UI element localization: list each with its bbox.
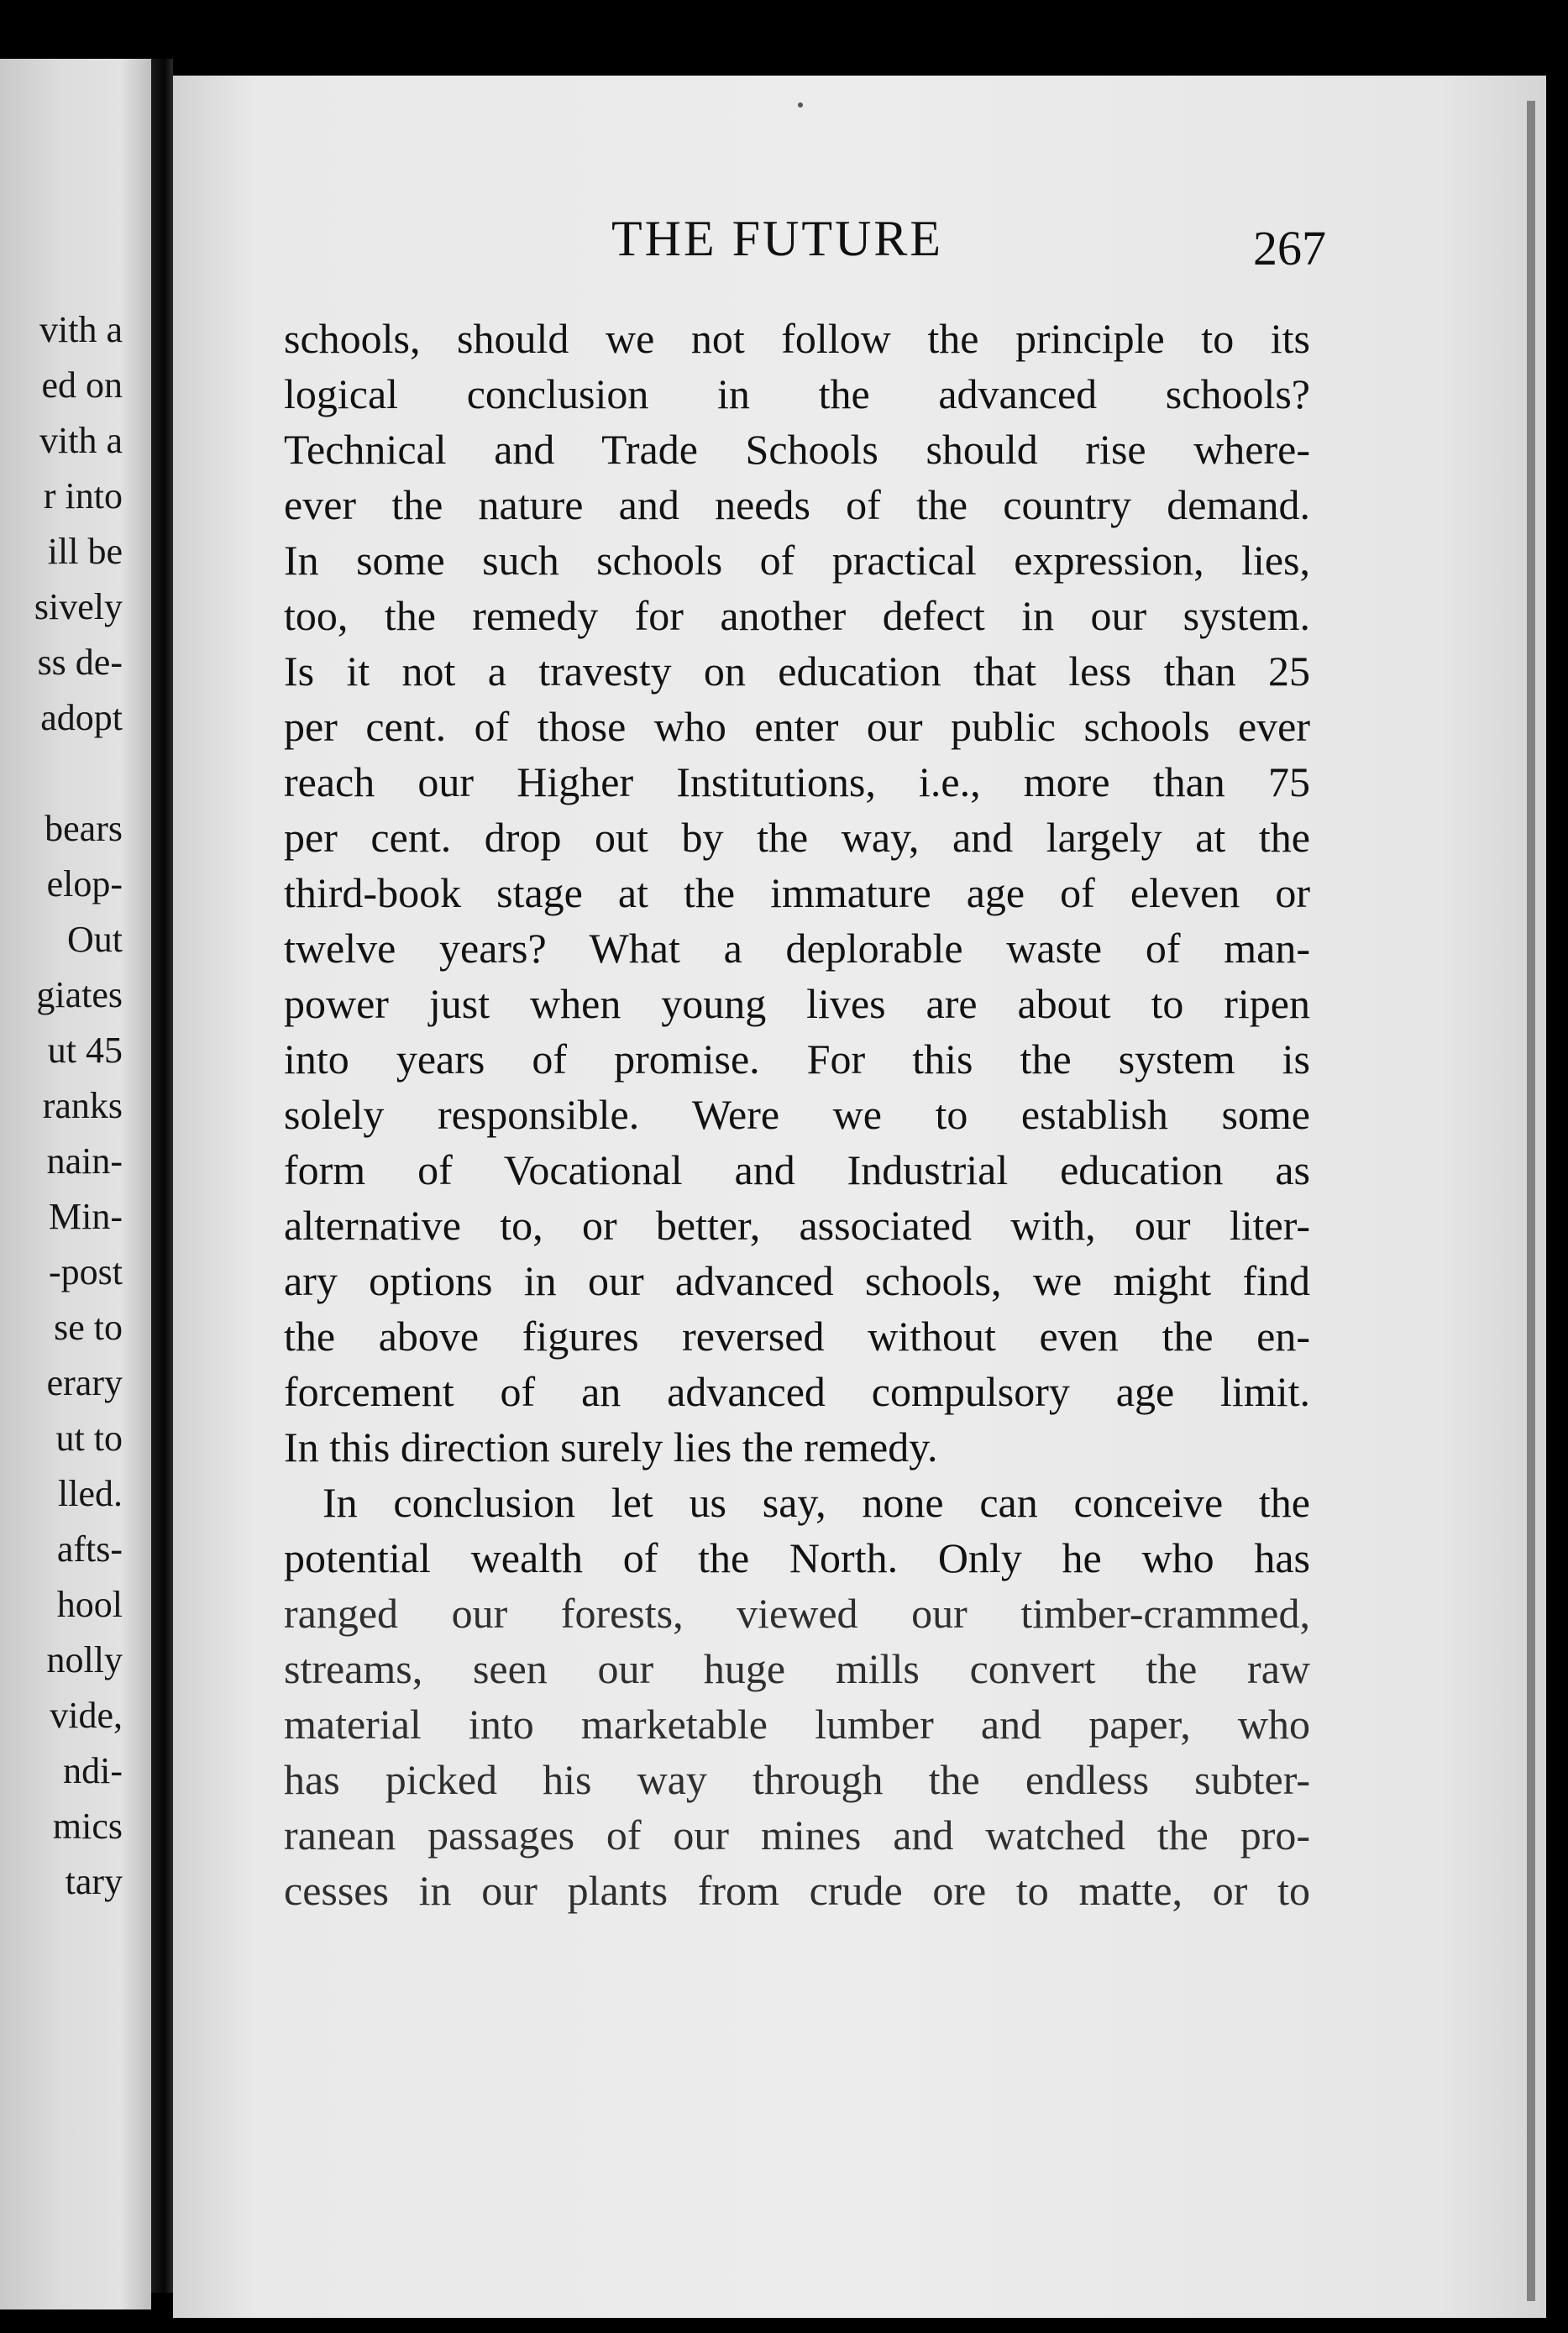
facing-page-line: se to	[54, 1307, 123, 1348]
text-line: twelve years? What a deplorable waste of man-	[284, 925, 1310, 972]
book-spine-gutter	[151, 59, 173, 2293]
facing-page-line: ss de-	[37, 642, 123, 683]
text-line: ever the nature and needs of the country demand.	[284, 481, 1310, 528]
facing-page-line: vith a	[39, 309, 123, 350]
facing-page-line: afts-	[56, 1528, 123, 1570]
text-line: the above figures reversed without even the en-	[284, 1313, 1310, 1360]
facing-page-line: erary	[46, 1362, 123, 1403]
text-line: third-book stage at the immature age of eleven or	[284, 869, 1310, 916]
facing-page-line: giates	[36, 974, 123, 1015]
text-line: In this direction surely lies the remedy.	[284, 1423, 938, 1471]
text-line: Technical and Trade Schools should rise where-	[284, 426, 1310, 473]
running-head: THE FUTURE	[611, 211, 943, 266]
facing-page-line: adopt	[40, 697, 123, 738]
text-line: In some such schools of practical expression, lies,	[284, 537, 1310, 584]
page-number: 267	[1253, 221, 1326, 275]
text-line: Is it not a travesty on education that less than 25	[284, 647, 1310, 695]
facing-page-line: Min-	[49, 1196, 123, 1237]
text-line: ary options in our advanced schools, we might find	[284, 1257, 1310, 1304]
text-line: potential wealth of the North. Only he who has	[284, 1534, 1310, 1581]
text-line: solely responsible. Were we to establish some	[284, 1091, 1310, 1138]
facing-page-line: sively	[34, 586, 123, 627]
facing-page-line: tary	[65, 1861, 123, 1902]
text-line: cesses in our plants from crude ore to matte, or to	[284, 1867, 1310, 1914]
text-line: per cent. drop out by the way, and largely at the	[284, 814, 1310, 861]
text-line: reach our Higher Institutions, i.e., more than 75	[284, 758, 1310, 805]
facing-page-line: vide,	[50, 1695, 123, 1736]
page-edge-shadow	[1527, 101, 1535, 2301]
facing-page-line: ut to	[55, 1418, 123, 1459]
text-line: schools, should we not follow the principle to its	[284, 315, 1310, 362]
paragraph-first-line: In conclusion let us say, none can conceive the	[323, 1479, 1310, 1526]
facing-page-line: lled.	[58, 1473, 123, 1514]
text-line: per cent. of those who enter our public schools ever	[284, 703, 1310, 750]
text-line: power just when young lives are about to ripen	[284, 980, 1310, 1027]
text-line: alternative to, or better, associated with, our liter-	[284, 1202, 1310, 1249]
facing-page-line: bears	[45, 808, 123, 849]
facing-page-line: hool	[56, 1584, 123, 1625]
text-line: forcement of an advanced compulsory age limit.	[284, 1368, 1310, 1415]
facing-page-line: Out	[67, 919, 123, 960]
text-line: ranged our forests, viewed our timber-crammed,	[284, 1590, 1310, 1637]
text-line: streams, seen our huge mills convert the raw	[284, 1645, 1310, 1692]
text-line: has picked his way through the endless subter-	[284, 1756, 1310, 1803]
facing-page-line: mics	[52, 1806, 123, 1847]
facing-page-line: elop-	[46, 863, 123, 904]
facing-page-line: nolly	[46, 1639, 123, 1680]
facing-page-line: vith a	[39, 420, 123, 461]
facing-page	[0, 59, 151, 2309]
facing-page-line: r into	[43, 475, 123, 516]
text-line: material into marketable lumber and paper, who	[284, 1701, 1310, 1748]
text-line: ranean passages of our mines and watched the pro-	[284, 1811, 1310, 1859]
facing-page-line: -post	[49, 1251, 123, 1292]
body-text	[284, 311, 1310, 1918]
facing-page-line: ndi-	[63, 1750, 123, 1791]
text-line: into years of promise. For this the system is	[284, 1035, 1310, 1083]
text-line: too, the remedy for another defect in our system.	[284, 592, 1310, 639]
facing-page-line: ranks	[42, 1085, 123, 1126]
facing-page-line: ed on	[41, 364, 123, 406]
facing-page-line: nain-	[46, 1140, 123, 1182]
facing-page-line: ill be	[47, 531, 123, 572]
text-line: logical conclusion in the advanced schools?	[284, 370, 1310, 417]
facing-page-line: ut 45	[47, 1030, 123, 1071]
text-line: form of Vocational and Industrial education as	[284, 1146, 1310, 1193]
dust-speck	[798, 102, 803, 107]
